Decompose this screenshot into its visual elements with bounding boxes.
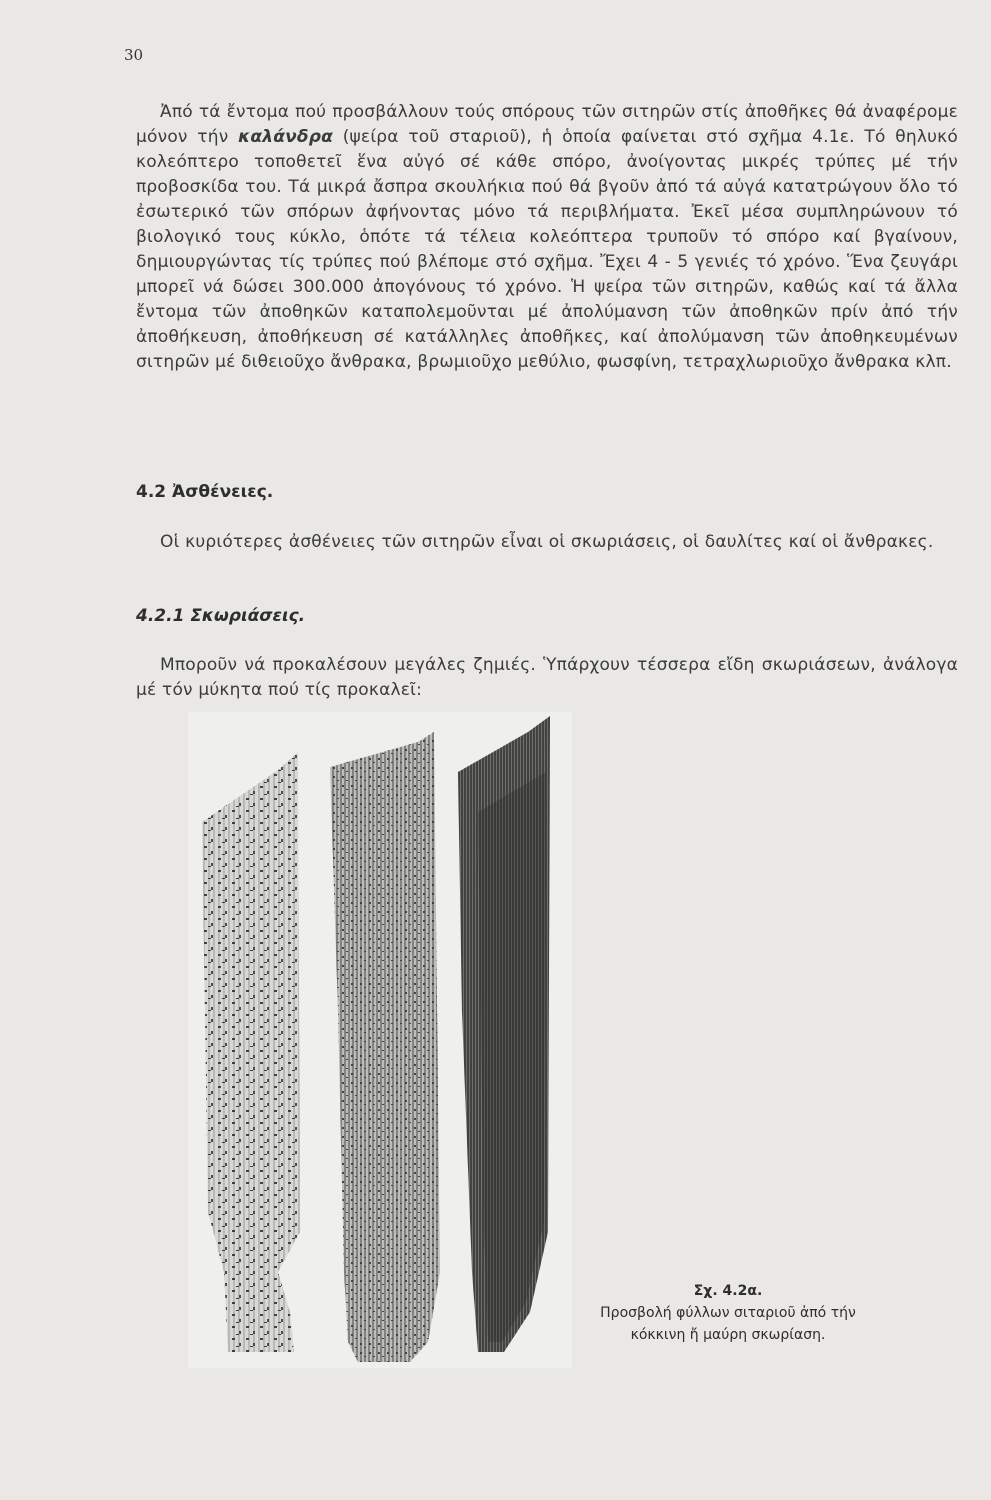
- paragraph-insects-text-b: (ψείρα τοῦ σταριοῦ), ἡ ὁποία φαίνεται στό σχῆμα 4.1ε. Τό θηλυκό κολεόπτερο τοποθετεῖ ἕνα αὐγό σέ κάθε σπόρο, ἀνοίγοντας μικρές τρύπες μέ τήν προβοσκίδα του. Τά μικρά ἄσπρα σκουλήκια πού θά βγοῦν ἀπό τά αὐγά κατατρώγουν ὅλο τό ἐσωτερικό τῶν σπόρων ἀφήνοντας μόνο τά περιβλήματα. Ἐκεῖ μέσα συμπληρώνουν τό βιολογικό τους κύκλο, ὁπότε τά τέλεια κολεόπτερα τρυποῦν τό σπόρο καί βγαίνουν, δημιουργώντας τίς τρύπες πού βλέπομε στό σχῆμα. Ἔχει 4 - 5 γενιές τό χρόνο. Ἕνα ζευγάρι μπορεῖ νά δώσει 300.000 ἀπογόνους τό χρόνο. Ἡ ψείρα τῶν σιτηρῶν, καθώς καί τά ἄλλα ἔντομα τῶν ἀποθηκῶν καταπολεμοῦνται μέ ἀπολύμανση τῶν ἀποθηκῶν πρίν ἀπό τήν ἀποθήκευση, ἀποθήκευση σέ κατάλληλες ἀποθῆκες, καί ἀπολύμανση τῶν ἀποθηκευμένων σιτηρῶν μέ διθειοῦχο ἄνθρακα, βρωμιοῦχο μεθύλιο, φωσφίνη, τετραχλωριοῦχο ἄνθρακα κλπ.: [136, 127, 958, 372]
- figure-wheat-leaves-photo: [188, 712, 572, 1368]
- wheat-leaf-rust-icon: [188, 712, 572, 1368]
- section-heading-rusts: 4.2.1 Σκωριάσεις.: [136, 606, 306, 626]
- page-number: 30: [124, 46, 144, 64]
- paragraph-rusts: [136, 653, 958, 703]
- figure-caption: [578, 1280, 878, 1346]
- figure-caption-title: Σχ. 4.2α.: [693, 1283, 763, 1299]
- term-kalandra: καλάνδρα: [238, 127, 333, 147]
- paragraph-rusts-text: Μποροῦν νά προκαλέσουν μεγάλες ζημιές. Ὑπάρχουν τέσσερα εἴδη σκωριάσεων, ἀνάλογα μέ τόν μύκητα πού τίς προκαλεῖ:: [136, 655, 958, 700]
- leaf-middle: [330, 732, 440, 1362]
- leaf-left: [202, 752, 300, 1352]
- paragraph-insects: [136, 100, 958, 375]
- paragraph-diseases-text: Οἱ κυριότερες ἀσθένειες τῶν σιτηρῶν εἶναι οἱ σκωριάσεις, οἱ δαυλίτες καί οἱ ἄνθρακες.: [160, 532, 934, 552]
- paragraph-diseases: [136, 530, 958, 555]
- section-heading-diseases: 4.2 Ἀσθένειες.: [136, 482, 274, 502]
- figure-caption-text: Προσβολή φύλλων σιταριοῦ ἀπό τήν κόκκινη ἤ μαύρη σκωρίαση.: [600, 1305, 856, 1343]
- paragraph-insects-text-a: Ἀπό τά ἔντομα πού προσβάλλουν τούς σπόρους τῶν σιτηρῶν στίς ἀποθῆκες θά ἀναφέρομε μόνον τήν: [136, 102, 958, 147]
- leaf-right: [458, 716, 550, 1352]
